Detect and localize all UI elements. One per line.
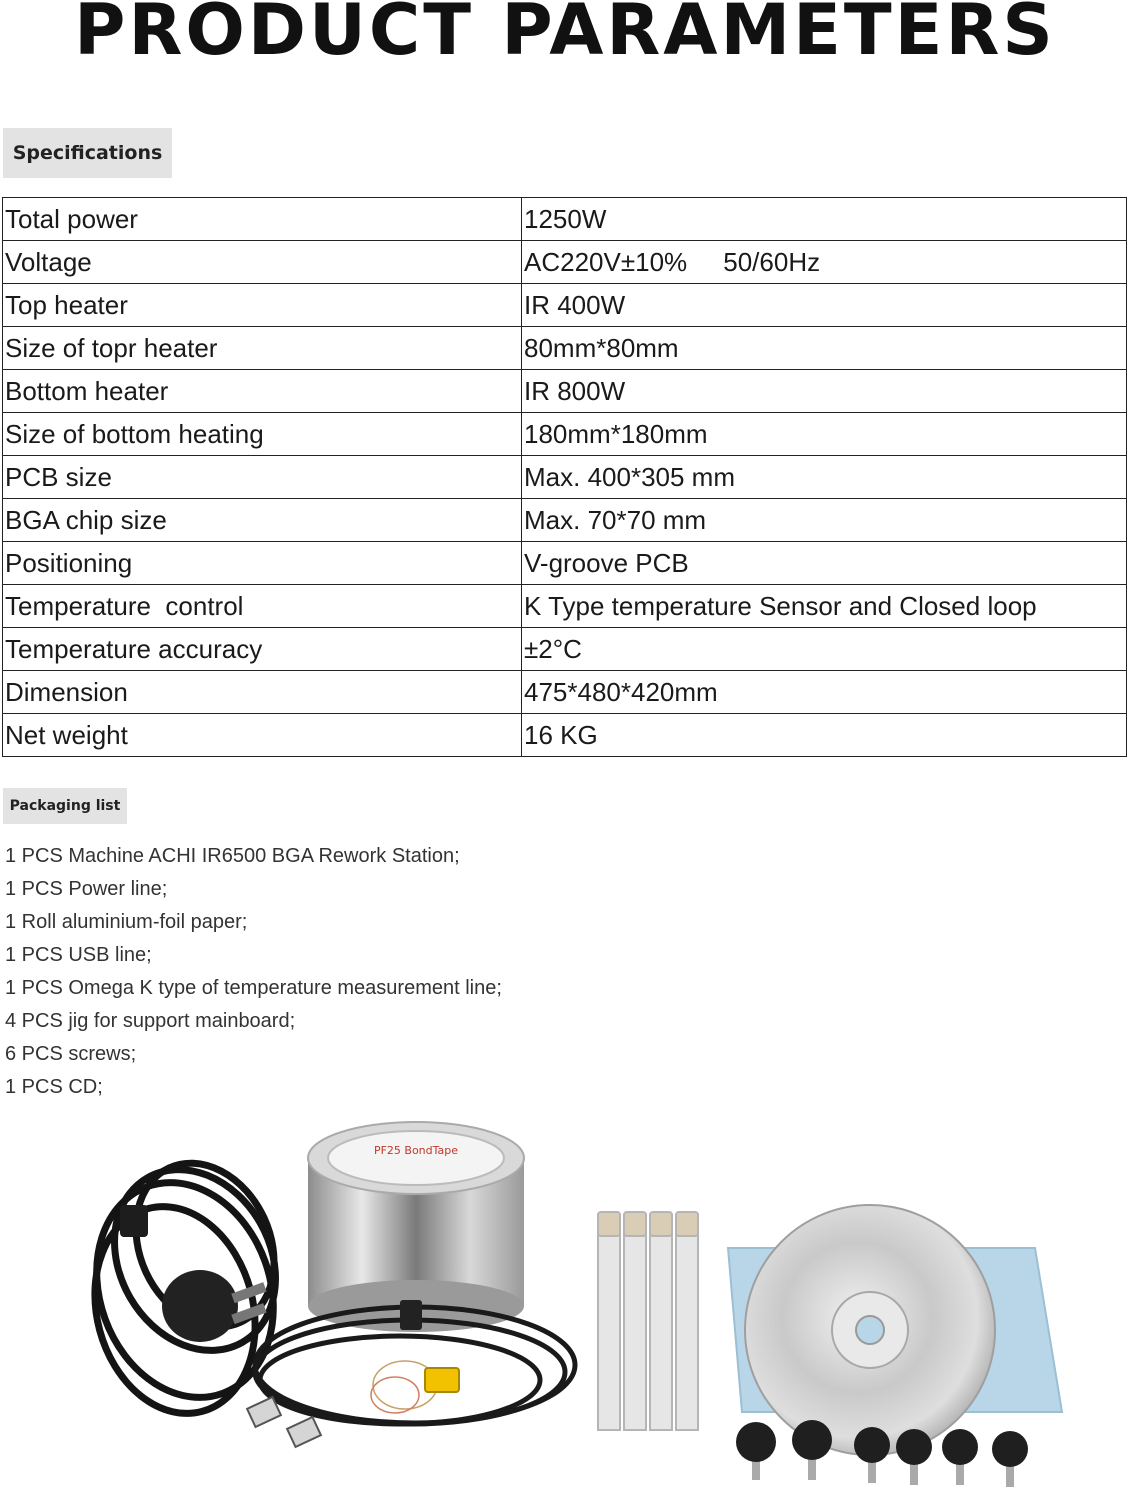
spec-key: Positioning bbox=[3, 542, 522, 585]
spec-key: Size of bottom heating bbox=[3, 413, 522, 456]
specifications-table bbox=[2, 197, 1127, 757]
spec-row bbox=[3, 241, 1127, 284]
packaging-item: 1 PCS Machine ACHI IR6500 BGA Rework Station; bbox=[5, 845, 460, 867]
spec-key: PCB size bbox=[3, 456, 522, 499]
spec-value: 180mm*180mm bbox=[522, 413, 1127, 456]
packaging-item: 4 PCS jig for support mainboard; bbox=[5, 1010, 296, 1032]
spec-row bbox=[3, 413, 1127, 456]
spec-key: Bottom heater bbox=[3, 370, 522, 413]
spec-key: Size of topr heater bbox=[3, 327, 522, 370]
spec-row bbox=[3, 542, 1127, 585]
spec-row bbox=[3, 198, 1127, 241]
packaging-item: 1 PCS CD; bbox=[5, 1076, 103, 1098]
screws bbox=[736, 1420, 1028, 1487]
spec-value: V-groove PCB bbox=[522, 542, 1127, 585]
spec-row bbox=[3, 714, 1127, 757]
spec-key: Temperature control bbox=[3, 585, 522, 628]
page-title: PRODUCT PARAMETERS bbox=[74, 0, 1056, 71]
package-contents-photo bbox=[0, 1110, 1130, 1500]
cd-in-sleeve bbox=[728, 1205, 1062, 1455]
spec-value: IR 400W bbox=[522, 284, 1127, 327]
thermocouple-line bbox=[371, 1361, 459, 1413]
spec-row bbox=[3, 327, 1127, 370]
spec-row bbox=[3, 499, 1127, 542]
spec-value: K Type temperature Sensor and Closed loop bbox=[522, 585, 1127, 628]
packaging-item: 1 PCS USB line; bbox=[5, 944, 152, 966]
spec-row bbox=[3, 284, 1127, 327]
specifications-label: Specifications bbox=[3, 128, 172, 178]
spec-row bbox=[3, 370, 1127, 413]
spec-row bbox=[3, 585, 1127, 628]
packaging-list bbox=[5, 840, 502, 1104]
spec-value: 475*480*420mm bbox=[522, 671, 1127, 714]
spec-value: 80mm*80mm bbox=[522, 327, 1127, 370]
packaging-item: 1 PCS Power line; bbox=[5, 878, 168, 900]
packaging-item: 6 PCS screws; bbox=[5, 1043, 137, 1065]
spec-value: 16 KG bbox=[522, 714, 1127, 757]
spec-value: Max. 400*305 mm bbox=[522, 456, 1127, 499]
spec-key: Temperature accuracy bbox=[3, 628, 522, 671]
spec-value: AC220V±10% 50/60Hz bbox=[522, 241, 1127, 284]
spec-row bbox=[3, 628, 1127, 671]
spec-key: BGA chip size bbox=[3, 499, 522, 542]
packaging-list-label: Packaging list bbox=[3, 788, 127, 824]
packaging-item: 1 PCS Omega K type of temperature measurement line; bbox=[5, 977, 502, 999]
tape-core-text: PF25 BondTape bbox=[373, 1144, 459, 1157]
spec-value: Max. 70*70 mm bbox=[522, 499, 1127, 542]
spec-key: Voltage bbox=[3, 241, 522, 284]
spec-key: Top heater bbox=[3, 284, 522, 327]
spec-key: Total power bbox=[3, 198, 522, 241]
packaging-item: 1 Roll aluminium-foil paper; bbox=[5, 911, 248, 933]
spec-row bbox=[3, 671, 1127, 714]
spec-row bbox=[3, 456, 1127, 499]
mainboard-jigs bbox=[598, 1212, 698, 1430]
spec-value: 1250W bbox=[522, 198, 1127, 241]
spec-key: Net weight bbox=[3, 714, 522, 757]
spec-value: IR 800W bbox=[522, 370, 1127, 413]
spec-value: ±2°C bbox=[522, 628, 1127, 671]
spec-key: Dimension bbox=[3, 671, 522, 714]
